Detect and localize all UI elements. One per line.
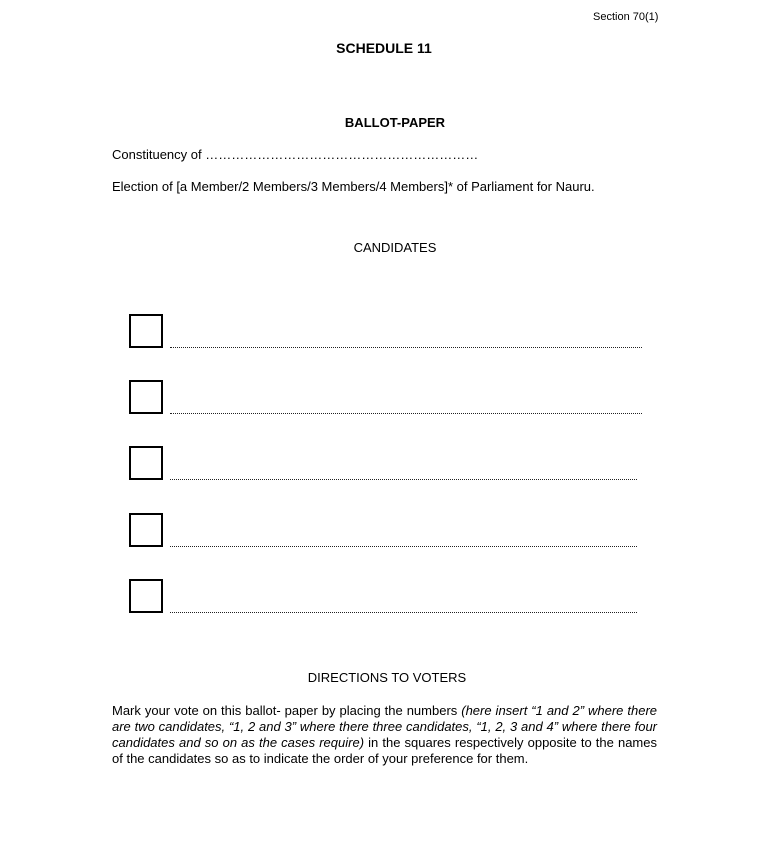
directions-text-start: Mark your vote on this ballot- paper by placing the numbers bbox=[112, 703, 462, 718]
candidate-name-line bbox=[170, 479, 637, 480]
election-description: Election of [a Member/2 Members/3 Members/4 Members]* of Parliament for Nauru. bbox=[112, 179, 595, 194]
preference-checkbox[interactable] bbox=[129, 314, 163, 348]
preference-checkbox[interactable] bbox=[129, 446, 163, 480]
candidate-name-line bbox=[170, 612, 637, 613]
directions-paragraph bbox=[112, 703, 657, 767]
directions-text-italic: (here insert “1 and 2” where there are two candidates, “1, 2 and 3” where there three candidates, “1, 2, 3 and 4” where there four candidates and so on as the cases require) bbox=[112, 703, 657, 750]
preference-checkbox[interactable] bbox=[129, 513, 163, 547]
candidate-name-line bbox=[170, 413, 642, 414]
candidate-name-line bbox=[170, 546, 637, 547]
directions-heading: DIRECTIONS TO VOTERS bbox=[307, 670, 467, 685]
preference-checkbox[interactable] bbox=[129, 579, 163, 613]
candidates-heading: CANDIDATES bbox=[353, 240, 437, 255]
schedule-title: SCHEDULE 11 bbox=[336, 40, 432, 56]
directions-text-end: in the squares respectively opposite to the names of the candidates so as to indicate the order of your preference for them. bbox=[112, 735, 657, 766]
ballot-paper-title: BALLOT-PAPER bbox=[344, 115, 446, 130]
section-reference: Section 70(1) bbox=[593, 11, 659, 23]
preference-checkbox[interactable] bbox=[129, 380, 163, 414]
constituency-field: Constituency of ……………………………………………………… bbox=[112, 147, 479, 162]
candidate-name-line bbox=[170, 347, 642, 348]
